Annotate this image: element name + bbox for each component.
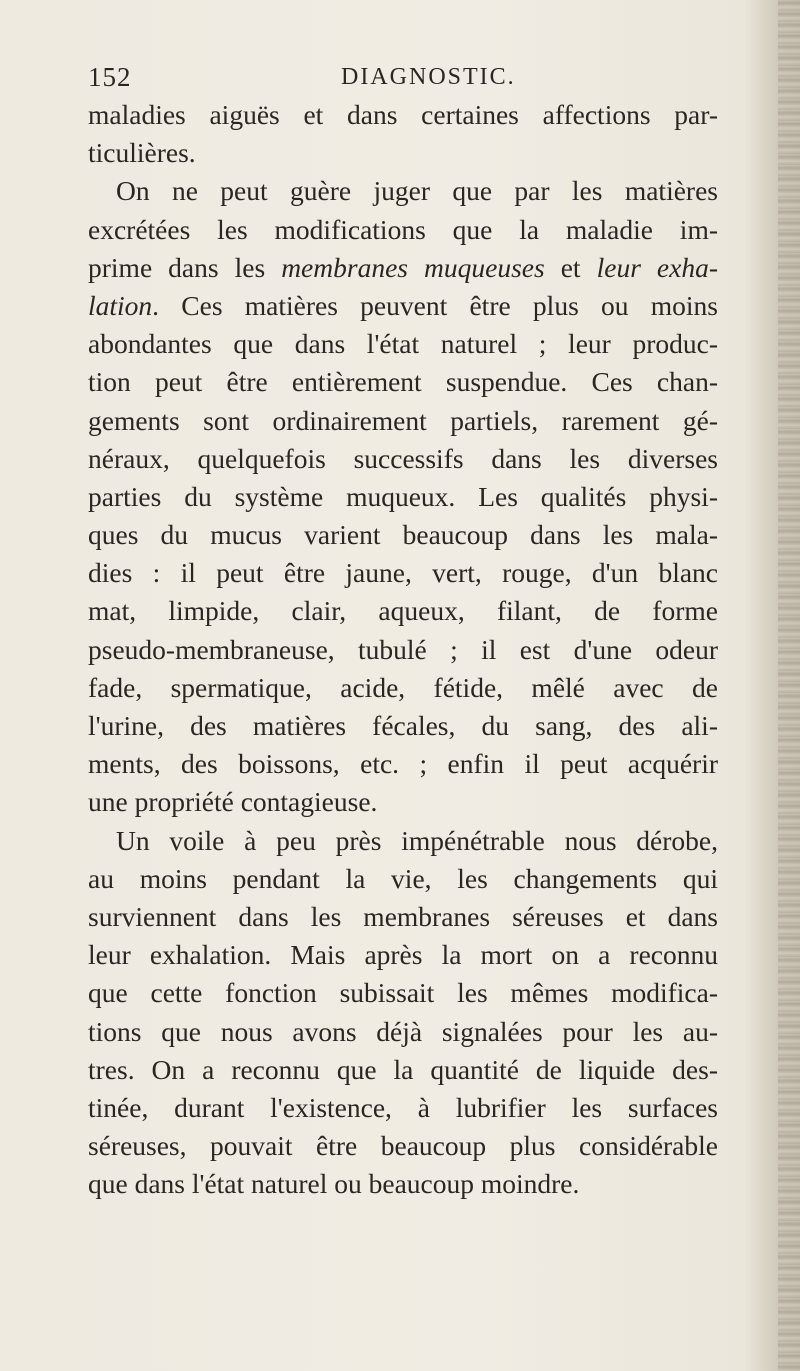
text-line: Un voile à peu près impénétrable nous dérobe, bbox=[116, 824, 718, 856]
text-line: au moins pendant la vie, les changements qui bbox=[88, 862, 718, 894]
text-line: ticulières. bbox=[88, 137, 196, 169]
text-line: tion peut être entièrement suspendue. Ces chan- bbox=[88, 366, 718, 398]
page-number: 152 bbox=[88, 62, 132, 92]
text-line: néraux, quelquefois successifs dans les diverses bbox=[88, 442, 718, 474]
page-header bbox=[88, 62, 718, 96]
text-segment: . Ces matières peuvent être plus ou moins bbox=[152, 289, 718, 321]
italic-text: lation bbox=[88, 289, 153, 321]
text-line: séreuses, pouvait être beaucoup plus considérable bbox=[88, 1130, 718, 1162]
text-line: ments, des boissons, etc. ; enfin il peut acquérir bbox=[88, 748, 718, 780]
italic-text: membranes muqueuses bbox=[281, 251, 545, 283]
text-line: ques du mucus varient beaucoup dans les mala- bbox=[88, 519, 718, 551]
text-line: excrétées les modifications que la maladie im- bbox=[88, 213, 718, 245]
italic-text: leur exha- bbox=[596, 251, 718, 283]
text-line: l'urine, des matières fécales, du sang, des ali- bbox=[88, 710, 718, 741]
text-line: que cette fonction subissait les mêmes modifica- bbox=[88, 977, 718, 1009]
text-line: tions que nous avons déjà signalées pour les au- bbox=[88, 1015, 718, 1047]
running-head: DIAGNOSTIC. bbox=[341, 64, 516, 90]
text-line: tres. On a reconnu que la quantité de liquide des- bbox=[88, 1053, 718, 1085]
text-line: mat, limpide, clair, aqueux, filant, de forme bbox=[88, 595, 718, 627]
text-line: gements sont ordinairement partiels, rarement gé- bbox=[88, 404, 718, 436]
text-line: maladies aiguës et dans certaines affections par- bbox=[88, 99, 718, 130]
text-line bbox=[88, 249, 718, 287]
text-line: que dans l'état naturel ou beaucoup moindre. bbox=[88, 1168, 580, 1200]
text-line: parties du système muqueux. Les qualités physi- bbox=[88, 480, 718, 512]
text-line: pseudo-membraneuse, tubulé ; il est d'une odeur bbox=[88, 633, 718, 665]
text-line: leur exhalation. Mais après la mort on a reconnu bbox=[88, 939, 718, 971]
text-line: une propriété contagieuse. bbox=[88, 786, 378, 818]
text-line: tinée, durant l'existence, à lubrifier les surfaces bbox=[88, 1091, 718, 1123]
body-text bbox=[88, 96, 718, 1203]
text-line: dies : il peut être jaune, vert, rouge, d'un blanc bbox=[88, 557, 718, 589]
text-line: fade, spermatique, acide, fétide, mêlé avec de bbox=[88, 671, 718, 703]
text-segment: et bbox=[544, 251, 597, 283]
text-segment: prime dans les bbox=[88, 251, 282, 283]
page-edge-shadow bbox=[778, 0, 800, 1371]
text-line bbox=[88, 287, 718, 325]
text-line: On ne peut guère juger que par les matières bbox=[116, 175, 718, 207]
text-line: surviennent dans les membranes séreuses et dans bbox=[88, 900, 718, 932]
text-line: abondantes que dans l'état naturel ; leur produc- bbox=[88, 328, 718, 360]
